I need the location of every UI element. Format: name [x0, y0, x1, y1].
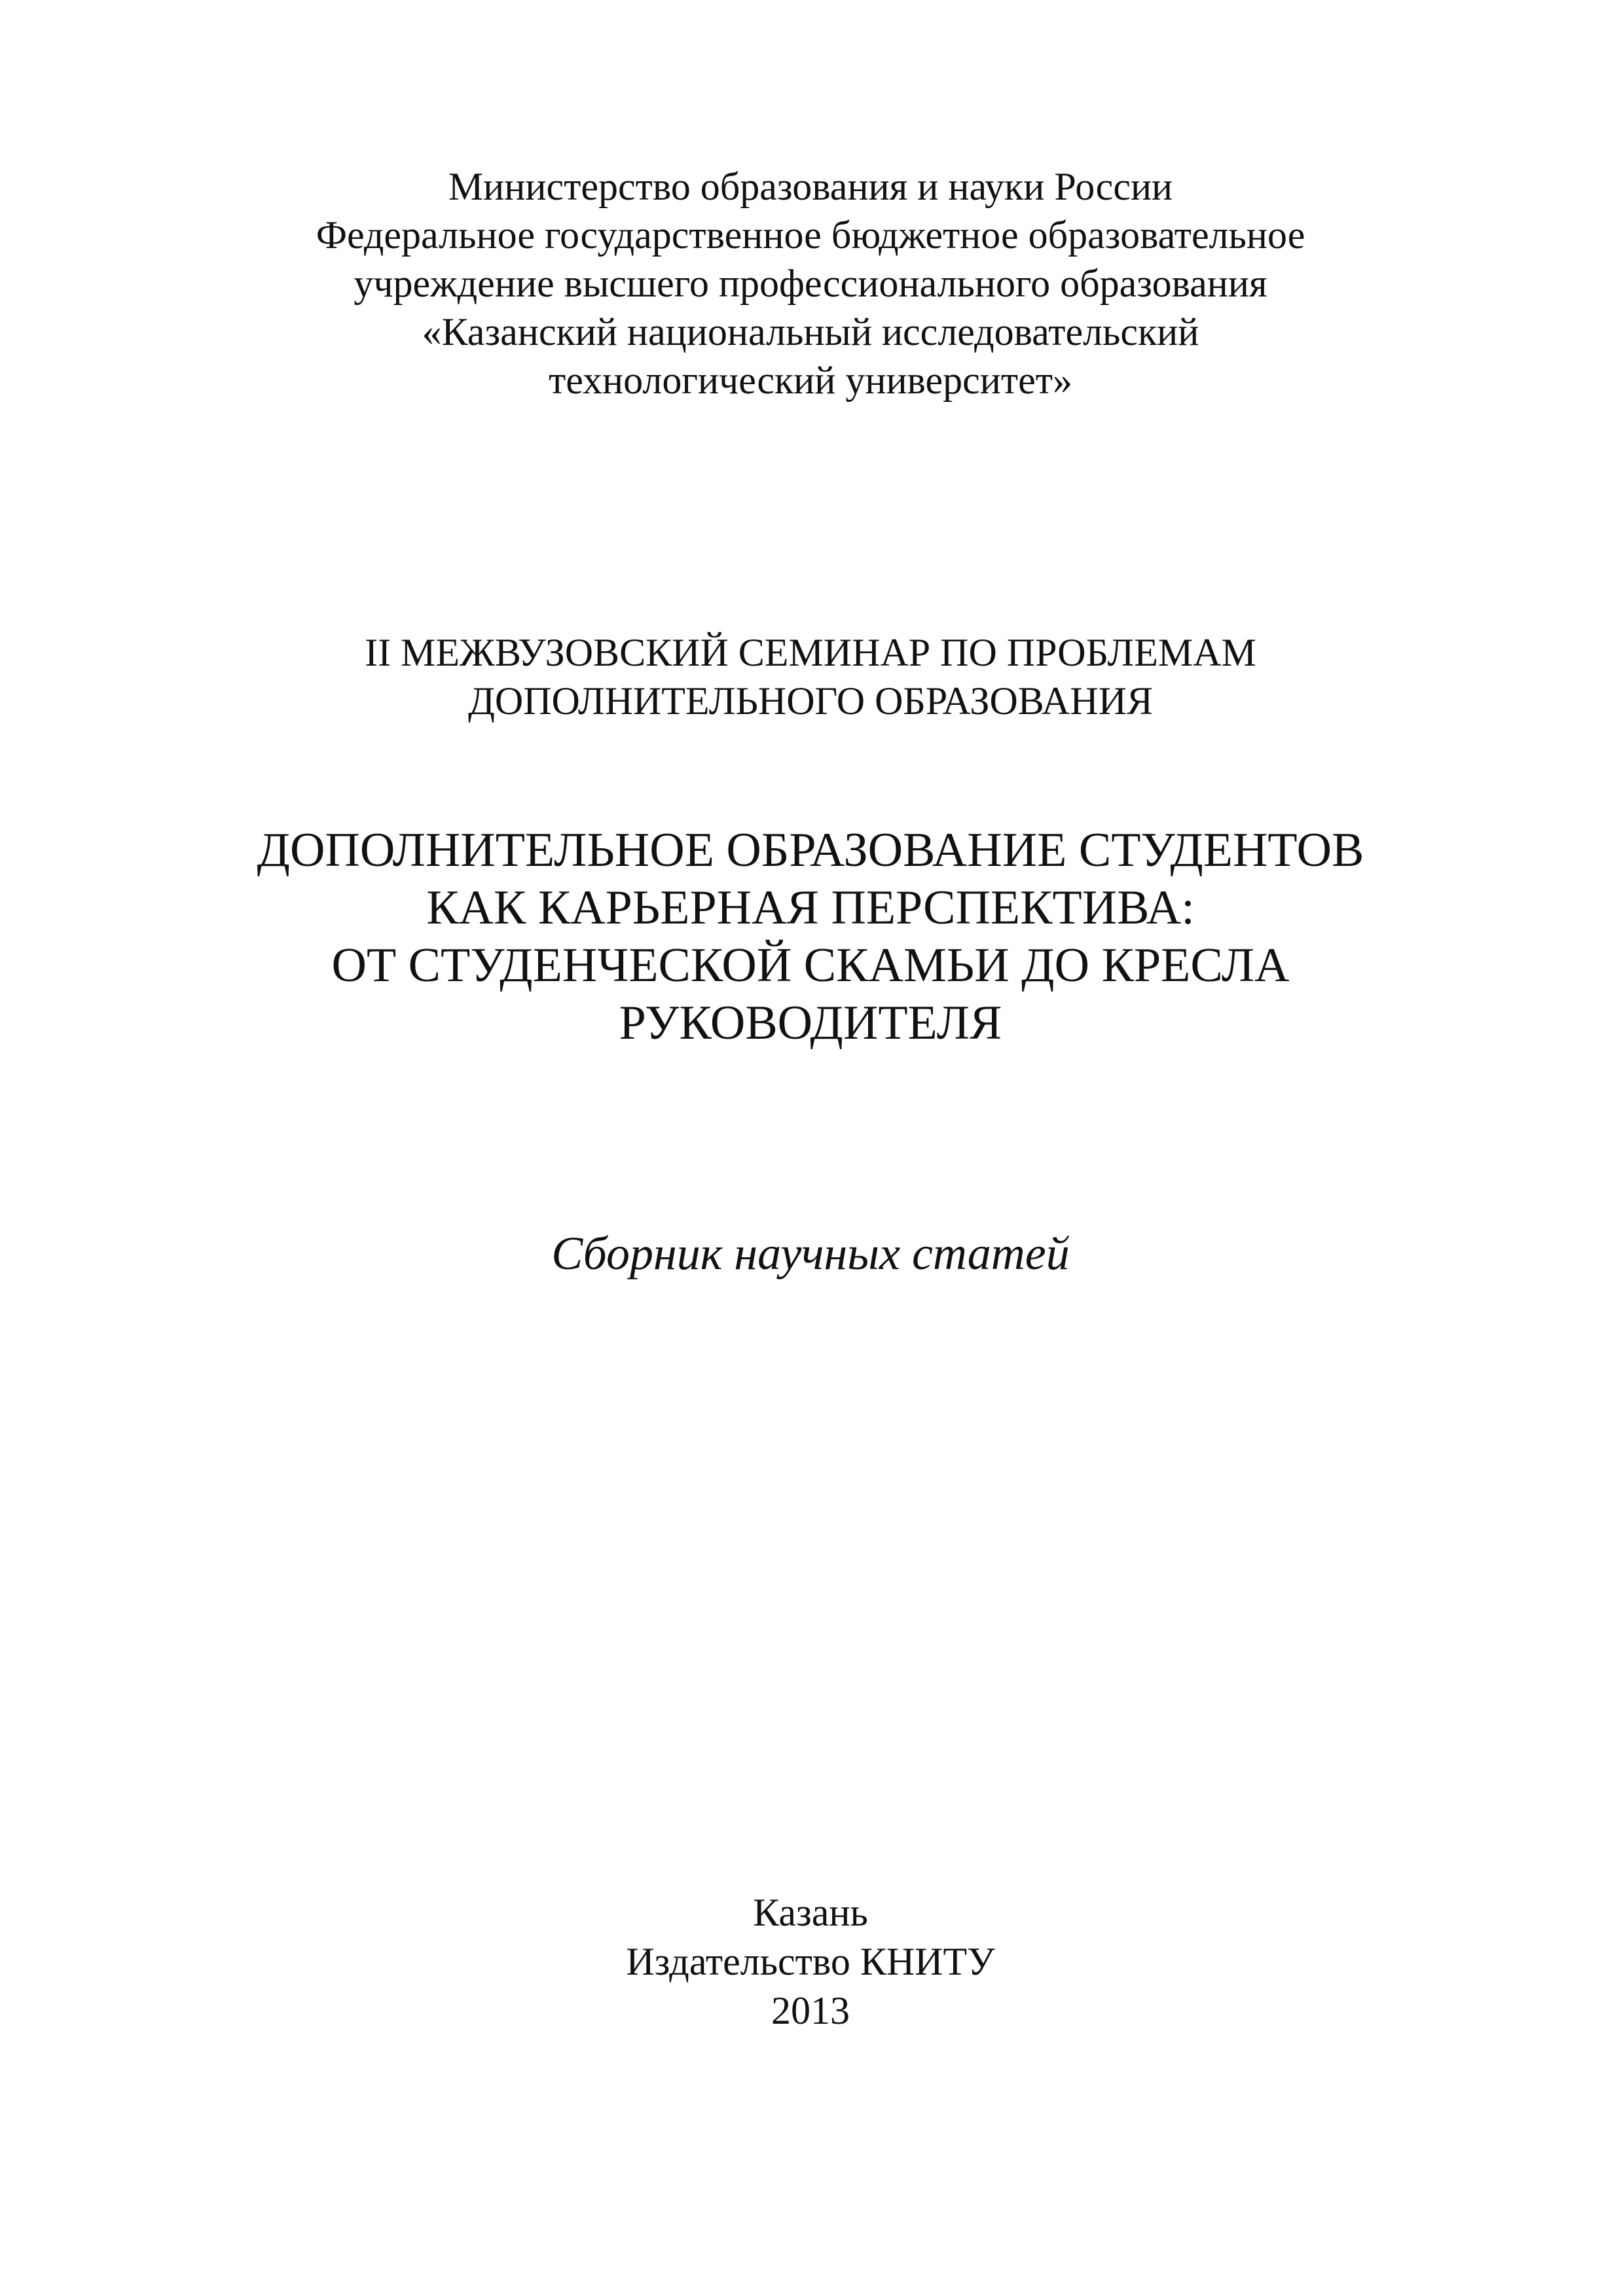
institution-line: Министерство образования и науки России	[448, 165, 1173, 208]
institution-line: «Казанский национальный исследовательский	[422, 310, 1199, 353]
title-line: ОТ СТУДЕНЧЕСКОЙ СКАМЬИ ДО КРЕСЛА	[331, 939, 1290, 992]
institution-header	[0, 162, 1621, 404]
subtitle-text: Сборник научных статей	[551, 1227, 1070, 1280]
title-line: ДОПОЛНИТЕЛЬНОЕ ОБРАЗОВАНИЕ СТУДЕНТОВ	[257, 823, 1364, 877]
institution-line: учреждение высшего профессионального образования	[354, 262, 1267, 305]
imprint-publisher: Издательство КНИТУ	[626, 1940, 995, 1983]
title-line: КАК КАРЬЕРНАЯ ПЕРСПЕКТИВА:	[426, 881, 1195, 935]
book-title	[0, 821, 1621, 1052]
institution-line: Федеральное государственное бюджетное образовательное	[316, 213, 1305, 257]
imprint-city: Казань	[753, 1891, 868, 1934]
seminar-name	[0, 628, 1621, 725]
book-subtitle	[0, 1224, 1621, 1283]
title-line: РУКОВОДИТЕЛЯ	[619, 996, 1002, 1050]
seminar-line: ДОПОЛНИТЕЛЬНОГО ОБРАЗОВАНИЯ	[467, 679, 1154, 723]
seminar-line: II МЕЖВУЗОВСКИЙ СЕМИНАР ПО ПРОБЛЕМАМ	[365, 631, 1256, 674]
institution-line: технологический университет»	[549, 359, 1072, 402]
imprint-year: 2013	[771, 1989, 850, 2032]
imprint	[0, 1888, 1621, 2036]
